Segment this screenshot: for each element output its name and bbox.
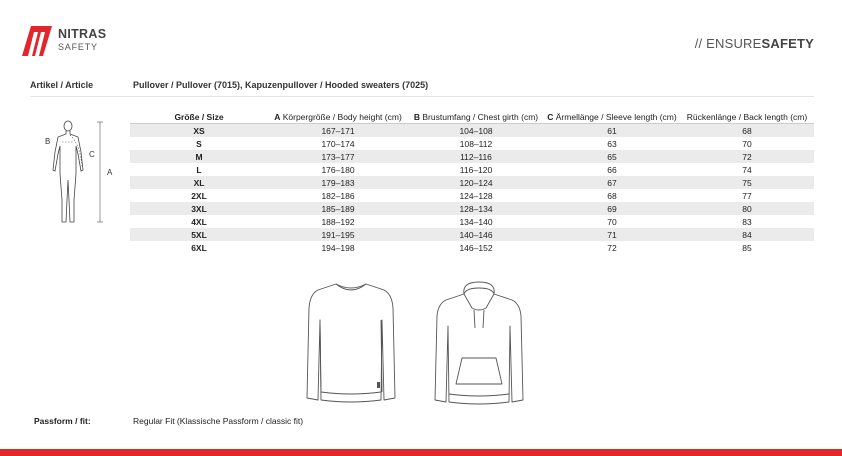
body-height-cell: 194–198 [321, 242, 355, 253]
human-outline-icon [53, 121, 83, 222]
article-label: Artikel / Article [30, 80, 94, 90]
brand-name: NITRAS [58, 27, 107, 41]
size-cell: 4XL [191, 216, 207, 227]
chest-girth-cell: 124–128 [459, 190, 493, 201]
sleeve-length-cell: 71 [544, 228, 680, 241]
header-body-height [268, 110, 408, 124]
fit-value: Regular Fit (Klassische Passform / classic fit) [133, 416, 304, 426]
body-measurement-figure [40, 118, 122, 228]
hoodie-sketch-icon [432, 280, 526, 408]
size-cell: 5XL [130, 228, 268, 241]
size-cell: 3XL [130, 202, 268, 215]
sleeve-length-cell: 72 [607, 242, 617, 253]
brand-logo [22, 24, 112, 60]
body-height-cell: 191–195 [268, 228, 408, 241]
size-cell: M [130, 150, 268, 163]
label-c: C [89, 150, 95, 159]
nitras-logo-icon [22, 26, 52, 56]
brand-sub: SAFETY [58, 42, 98, 52]
chest-girth-cell: 140–146 [408, 228, 544, 241]
table-row [130, 150, 814, 163]
chest-girth-cell: 116–120 [459, 164, 493, 175]
body-height-cell: 167–171 [268, 124, 408, 138]
chest-girth-cell: 128–134 [408, 202, 544, 215]
header-c-text: Ärmellänge / Sleeve length (cm) [553, 111, 677, 122]
sleeve-length-cell: 70 [607, 216, 617, 227]
sleeve-length-cell: 63 [607, 138, 617, 149]
body-height-cell: 176–180 [321, 164, 355, 175]
slogan [695, 36, 814, 51]
sleeve-length-cell: 66 [607, 164, 617, 175]
body-height-cell: 170–174 [321, 138, 355, 149]
table-row [130, 124, 814, 138]
size-cell: 2XL [191, 190, 207, 201]
chest-girth-cell: 120–124 [408, 176, 544, 189]
table-row [130, 137, 814, 150]
slogan-emphasis: SAFETY [761, 36, 814, 51]
size-cell: XL [130, 176, 268, 189]
chest-girth-cell: 134–140 [459, 216, 493, 227]
table-row [130, 202, 814, 215]
chest-girth-cell: 112–116 [408, 150, 544, 163]
table-row [130, 189, 814, 202]
table-row [130, 215, 814, 228]
header-size-label: Größe / Size [174, 111, 224, 122]
label-b: B [45, 137, 51, 146]
header-c-letter: C [547, 111, 554, 122]
header-a-text: Körpergröße / Body height (cm) [280, 111, 402, 122]
back-length-cell: 83 [742, 216, 752, 227]
back-length-cell: 85 [742, 242, 752, 253]
back-length-cell: 84 [680, 228, 814, 241]
body-height-cell: 179–183 [268, 176, 408, 189]
article-value: Pullover / Pullover (7015), Kapuzenpullover / Hooded sweaters (7025) [133, 80, 429, 90]
back-length-cell: 70 [742, 138, 752, 149]
footer-bar [0, 449, 842, 456]
size-table [130, 110, 814, 254]
pullover-sketch-icon [304, 280, 398, 408]
header-b-text: Brustumfang / Chest girth (cm) [420, 111, 539, 122]
header-b-letter: B [413, 111, 421, 122]
body-height-cell: 173–177 [268, 150, 408, 163]
back-length-cell: 75 [680, 176, 814, 189]
size-cell: L [196, 164, 202, 175]
body-height-cell: 185–189 [268, 202, 408, 215]
table-header-row [130, 110, 814, 124]
back-length-cell: 72 [680, 150, 814, 163]
table-row [130, 176, 814, 189]
table-row [130, 241, 814, 254]
back-length-cell: 68 [680, 124, 814, 138]
header-sleeve-length [544, 110, 680, 124]
header-back-length: Rückenlänge / Back length (cm) [680, 110, 814, 124]
size-cell: S [196, 138, 202, 149]
body-height-cell: 182–186 [321, 190, 355, 201]
fit-label: Passform / fit: [34, 416, 91, 426]
header-chest-girth [408, 110, 544, 124]
back-length-cell: 77 [742, 190, 752, 201]
header-a-letter: A [274, 111, 281, 122]
slogan-prefix: // ENSURE [694, 36, 762, 51]
sleeve-length-cell: 67 [544, 176, 680, 189]
header-size [130, 110, 268, 124]
sleeve-length-cell: 69 [544, 202, 680, 215]
chest-girth-cell: 146–152 [459, 242, 493, 253]
table-row [130, 228, 814, 241]
chest-girth-cell: 108–112 [459, 138, 493, 149]
article-row [30, 80, 814, 97]
sleeve-length-cell: 68 [607, 190, 617, 201]
label-a: A [107, 168, 113, 177]
back-length-cell: 80 [680, 202, 814, 215]
chest-girth-cell: 104–108 [408, 124, 544, 138]
back-length-cell: 74 [742, 164, 752, 175]
table-row [130, 163, 814, 176]
body-height-cell: 188–192 [321, 216, 355, 227]
sleeve-length-cell: 61 [544, 124, 680, 138]
sleeve-length-cell: 65 [544, 150, 680, 163]
size-cell: 6XL [191, 242, 207, 253]
size-cell: XS [130, 124, 268, 138]
